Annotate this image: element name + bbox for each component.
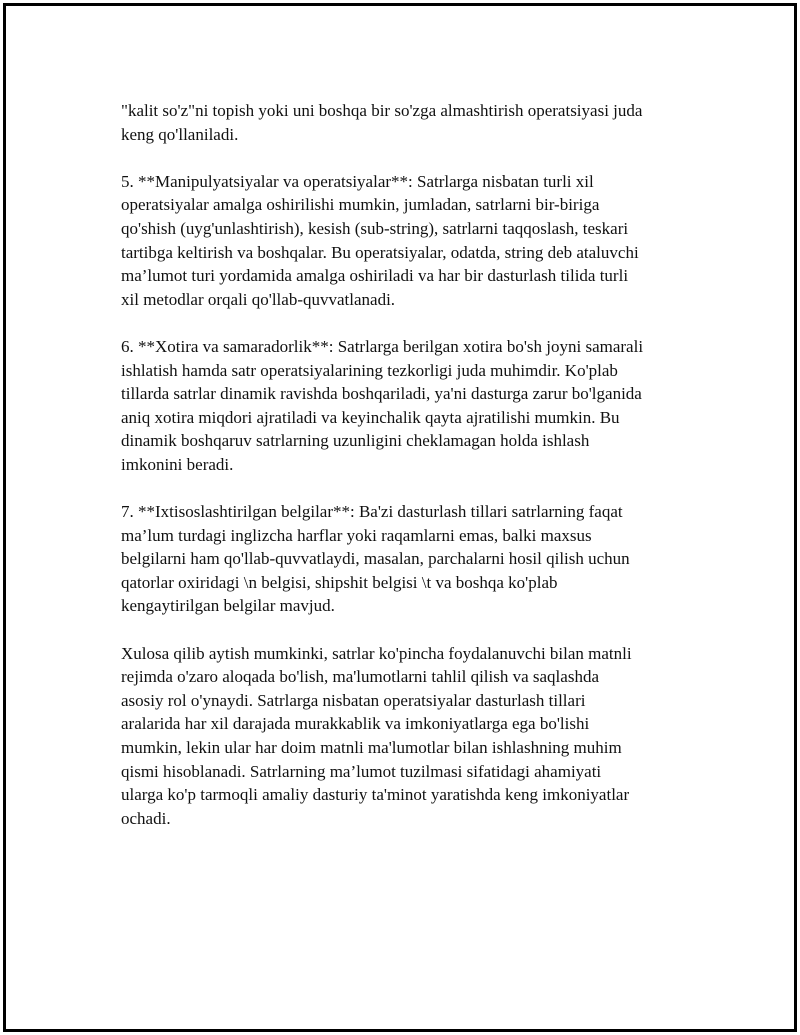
text-line: qo'shish (uyg'unlashtirish), kesish (sub-string), satrlarni taqqoslash, teskari (121, 218, 629, 238)
text-line: keng qo'llaniladi. (121, 124, 239, 144)
text-line: tillarda satrlar dinamik ravishda boshqariladi, ya'ni dasturga zarur bo'lganida (121, 384, 642, 404)
text-line: asosiy rol o'ynaydi. Satrlarga nisbatan operatsiyalar dasturlash tillari (121, 690, 586, 710)
text-line: xil metodlar orqali qo'llab-quvvatlanadi. (121, 289, 396, 309)
text-line: Xulosa qilib aytish mumkinki, satrlar ko'pincha foydalanuvchi bilan matnli (121, 643, 632, 663)
text-line: qatorlar oxiridagi \n belgisi, shipshit belgisi \t va boshqa ko'plab (121, 572, 558, 592)
text-line: 7. **Ixtisoslashtirilgan belgilar**: Ba'zi dasturlash tillari satrlarning faqat (121, 502, 623, 522)
text-line: ma’lum turdagi inglizcha harflar yoki raqamlarni emas, balki maxsus (121, 525, 592, 545)
text-line: ochadi. (121, 808, 171, 828)
text-line: rejimda o'zaro aloqada bo'lish, ma'lumotlarni tahlil qilish va saqlashda (121, 667, 599, 687)
text-line: qismi hisoblanadi. Satrlarning ma’lumot tuzilmasi sifatidagi ahamiyati (121, 761, 602, 781)
text-line: 6. **Xotira va samaradorlik**: Satrlarga berilgan xotira bo'sh joyni samarali (121, 336, 644, 356)
text-line: "kalit so'z"ni topish yoki uni boshqa bir so'zga almashtirish operatsiyasi juda (121, 101, 643, 120)
text-line: tartibga keltirish va boshqalar. Bu operatsiyalar, odatda, string deb ataluvchi (121, 242, 639, 262)
text-line: belgilarni ham qo'llab-quvvatlaydi, masalan, parchalarni hosil qilish uchun (121, 549, 630, 569)
paragraph (121, 170, 681, 312)
text-line: operatsiyalar amalga oshirilishi mumkin, jumladan, satrlarni bir-biriga (121, 195, 600, 215)
text-line: kengaytirilgan belgilar mavjud. (121, 596, 335, 616)
paragraph (121, 642, 681, 831)
text-line: ishlatish hamda satr operatsiyalarining tezkorligi juda muhimdir. Ko'plab (121, 360, 618, 380)
text-line: dinamik boshqaruv satrlarning uzunligini cheklamagan holda ishlash (121, 431, 590, 451)
text-line: aralarida har xil darajada murakkablik va imkoniyatlarga ega bo'lishi (121, 714, 590, 734)
text-line: aniq xotira miqdori ajratiladi va keyinchalik qayta ajratilishi mumkin. Bu (121, 407, 620, 427)
text-line: ma’lumot turi yordamida amalga oshiriladi va har bir dasturlash tilida turli (121, 266, 629, 286)
paragraph (121, 335, 681, 477)
text-line: ularga ko'p tarmoqli amaliy dasturiy ta'minot yaratishda keng imkoniyatlar (121, 785, 630, 805)
text-line: mumkin, lekin ular har doim matnli ma'lumotlar bilan ishlashning muhim (121, 738, 622, 758)
text-line: imkonini beradi. (121, 454, 234, 474)
paragraph (121, 500, 681, 618)
document-body (121, 99, 681, 830)
paragraph (121, 99, 681, 146)
text-line: 5. **Manipulyatsiyalar va operatsiyalar**: Satrlarga nisbatan turli xil (121, 171, 594, 191)
document-page (3, 3, 797, 1032)
